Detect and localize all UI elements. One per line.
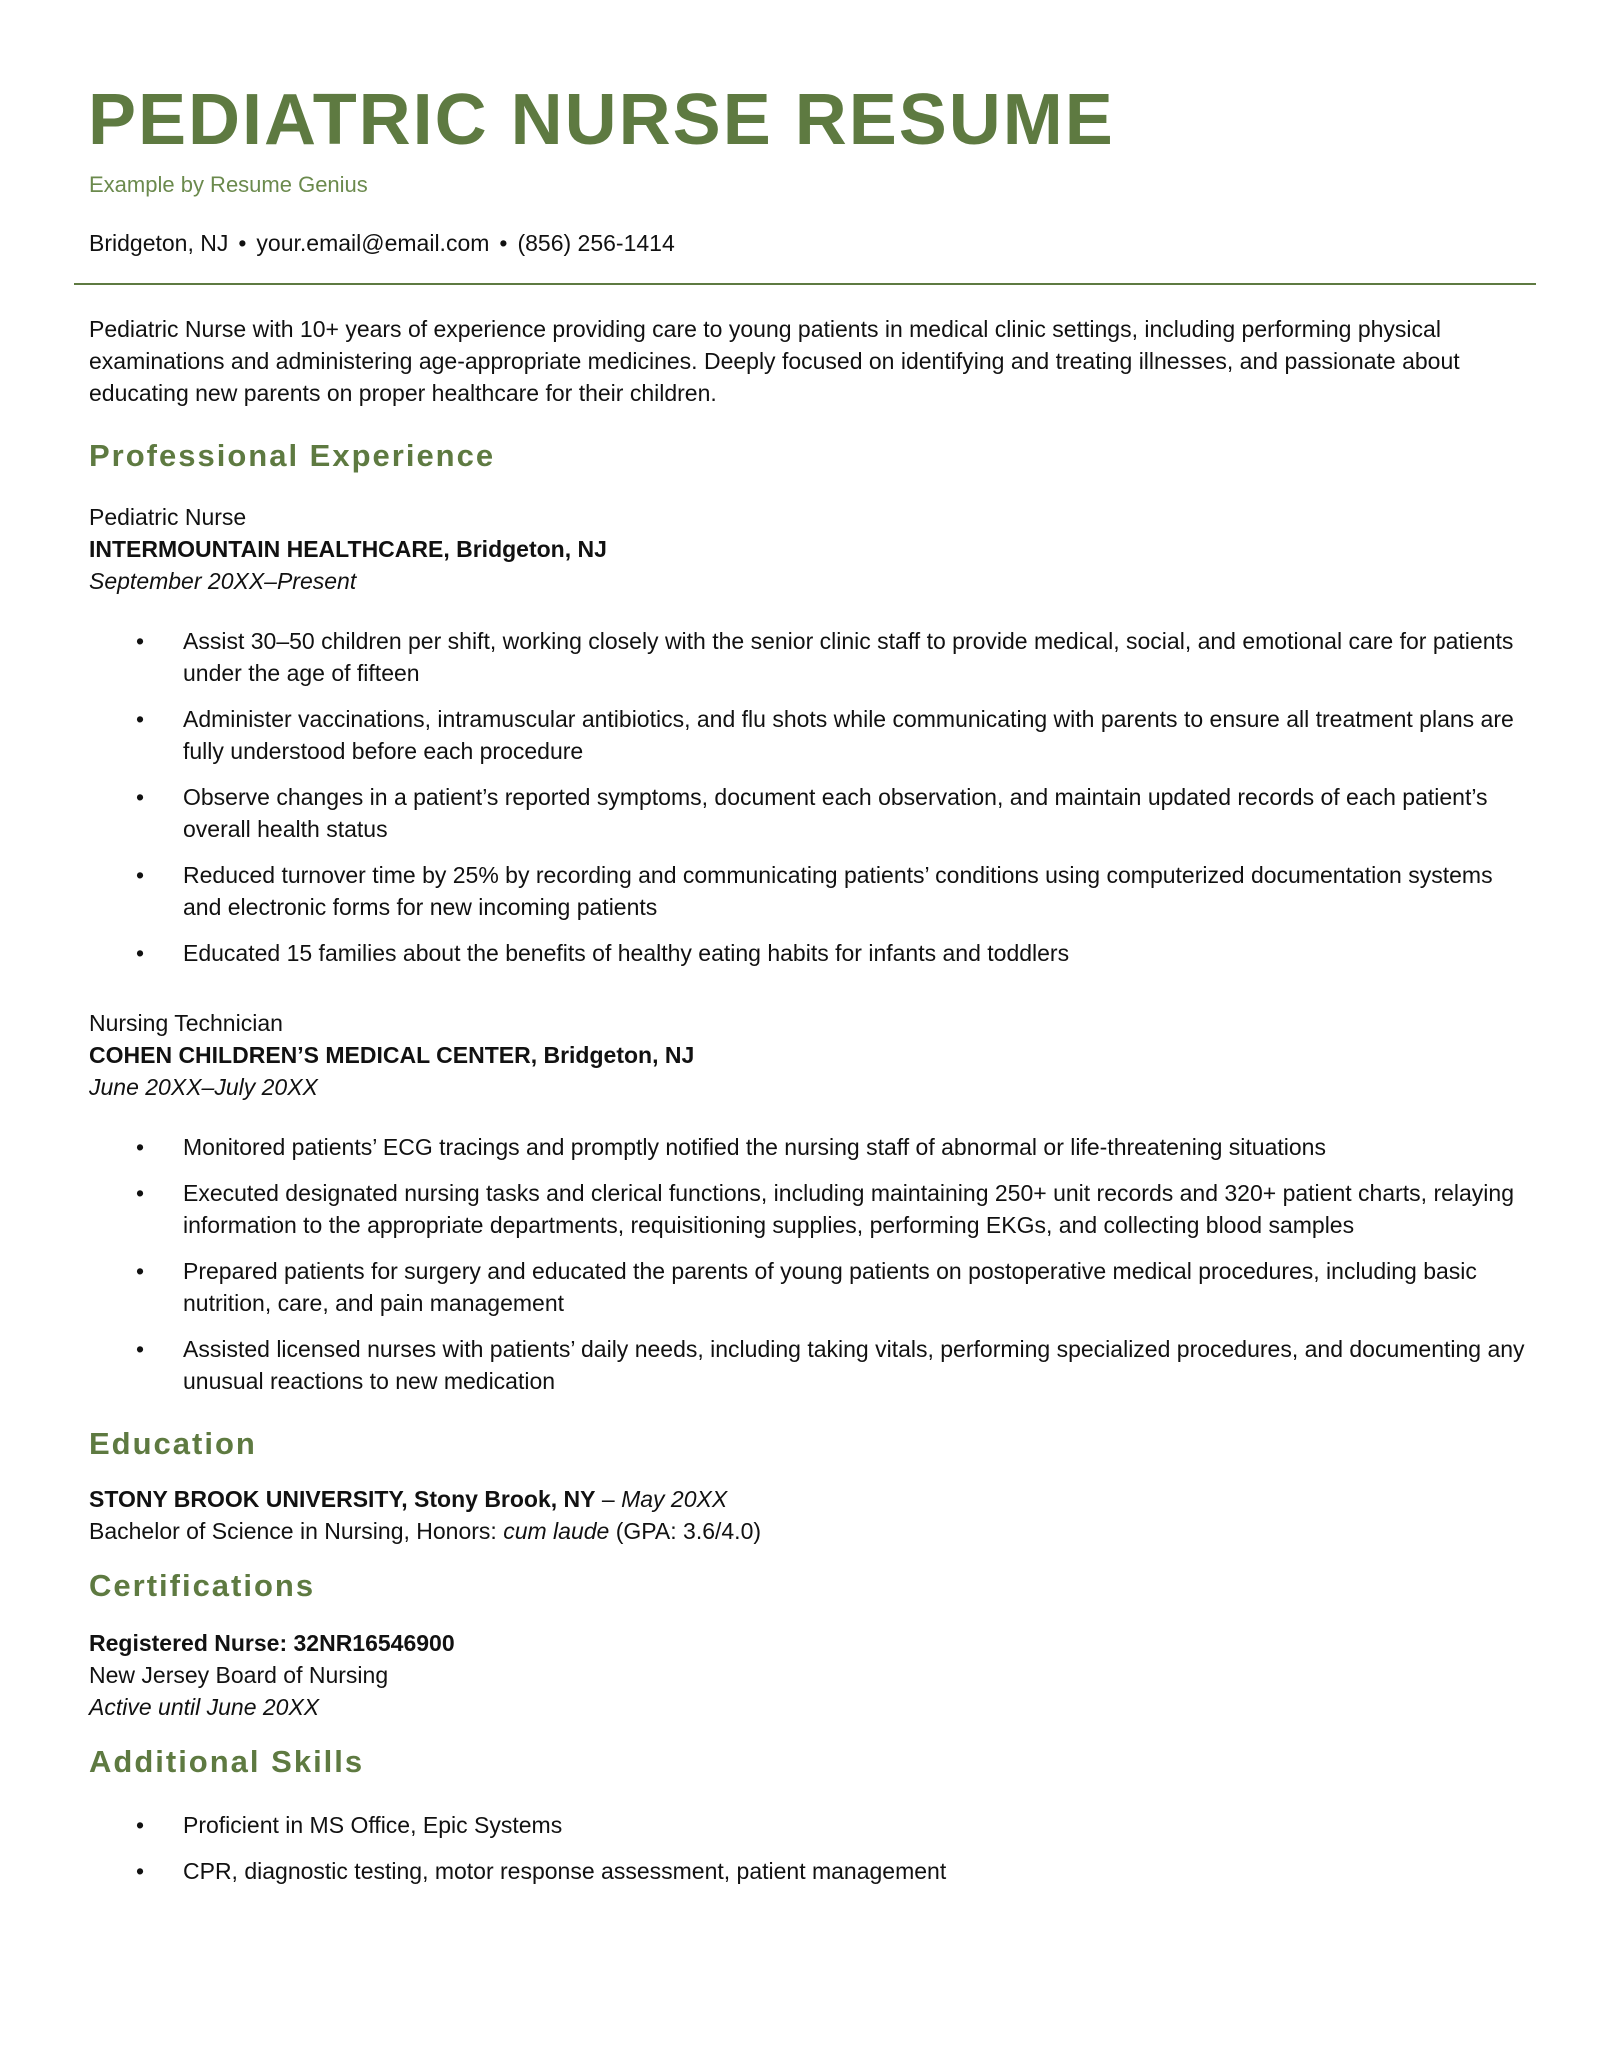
list-item (89, 1809, 1529, 1841)
education-date: May 20XX (621, 1486, 728, 1512)
list-item (89, 781, 1529, 845)
bullet-text: Observe changes in a patient’s reported symptoms, document each observation, and maintain updated records of each patient’s overall health status (183, 784, 1488, 842)
summary-paragraph: Pediatric Nurse with 10+ years of experience providing care to young patients in medical clinic settings, including performing physical examinations and administering age-appropriate medicines. Deeply focused on identifying and treating illnesses, and passionate about educating new parents on proper healthcare for their children. (89, 316, 1460, 406)
education-school-line (89, 1483, 1529, 1515)
certification-issuer: New Jersey Board of Nursing (89, 1662, 389, 1688)
bullet-text: Administer vaccinations, intramuscular antibiotics, and flu shots while communicating with parents to ensure all treatment plans are fully understood before each procedure (183, 706, 1514, 764)
bullet-text: Executed designated nursing tasks and clerical functions, including maintaining 250+ unit records and 320+ patient charts, relaying information to the appropriate departments, requisitioning supplies, performing EKGs, and collecting blood samples (183, 1180, 1514, 1238)
contact-separator: • (238, 230, 247, 256)
job-dates: September 20XX–Present (89, 568, 357, 594)
skill-text: CPR, diagnostic testing, motor response assessment, patient management (183, 1858, 947, 1884)
bullet-icon: • (136, 1180, 145, 1206)
resume-body (89, 313, 1529, 1901)
bullet-text: Educated 15 families about the benefits of healthy eating habits for infants and toddlers (183, 940, 1070, 966)
section-heading-skills: Additional Skills (89, 1744, 365, 1779)
contact-location: Bridgeton, NJ (89, 230, 229, 256)
job-bullet-list (89, 1131, 1529, 1397)
bullet-text: Reduced turnover time by 25% by recording and communicating patients’ conditions using computerized documentation systems and electronic forms for new incoming patients (183, 862, 1493, 920)
job-entry (89, 1007, 1529, 1397)
list-item (89, 1177, 1529, 1241)
education-degree-line (89, 1515, 1529, 1547)
job-title: Nursing Technician (89, 1010, 283, 1036)
skill-text: Proficient in MS Office, Epic Systems (183, 1812, 563, 1838)
header-divider (74, 283, 1536, 285)
list-item (89, 937, 1529, 969)
skills-list (89, 1809, 1529, 1887)
bullet-text: Assist 30–50 children per shift, working closely with the senior clinic staff to provide medical, social, and emotional care for patients under the age of fifteen (183, 628, 1514, 686)
contact-email: your.email@email.com (256, 230, 490, 256)
certification-entry (89, 1627, 1529, 1723)
bullet-icon: • (136, 706, 145, 732)
bullet-icon: • (136, 940, 145, 966)
bullet-icon: • (136, 784, 145, 810)
contact-line (89, 230, 675, 257)
education-dash: – (595, 1486, 622, 1512)
list-item (89, 1855, 1529, 1887)
certification-status: Active until June 20XX (89, 1694, 320, 1720)
list-item (89, 859, 1529, 923)
education-honors: cum laude (503, 1518, 610, 1544)
bullet-icon: • (136, 1258, 145, 1284)
section-heading-education: Education (89, 1426, 257, 1461)
bullet-text: Assisted licensed nurses with patients’ daily needs, including taking vitals, performing specialized procedures, and documenting any unusual reactions to new medication (183, 1336, 1525, 1394)
section-heading-certifications: Certifications (89, 1568, 316, 1603)
job-entry (89, 501, 1529, 969)
list-item (89, 1255, 1529, 1319)
bullet-icon: • (136, 1858, 145, 1884)
certification-name: Registered Nurse: 32NR16546900 (89, 1630, 455, 1656)
page-title: PEDIATRIC NURSE RESUME (88, 80, 1115, 160)
job-employer: COHEN CHILDREN’S MEDICAL CENTER, Bridgeton, NJ (89, 1042, 695, 1068)
contact-phone: (856) 256-1414 (517, 230, 675, 256)
bullet-icon: • (136, 1134, 145, 1160)
section-heading-experience: Professional Experience (89, 438, 496, 473)
list-item (89, 1333, 1529, 1397)
job-title: Pediatric Nurse (89, 504, 247, 530)
bullet-text: Prepared patients for surgery and educated the parents of young patients on postoperative medical procedures, including basic nutrition, care, and pain management (183, 1258, 1477, 1316)
bullet-icon: • (136, 1336, 145, 1362)
job-dates: June 20XX–July 20XX (89, 1074, 318, 1100)
page-subtitle: Example by Resume Genius (89, 172, 368, 197)
contact-separator: • (499, 230, 508, 256)
education-degree: Bachelor of Science in Nursing, Honors: (89, 1518, 504, 1544)
list-item (89, 625, 1529, 689)
bullet-text: Monitored patients’ ECG tracings and promptly notified the nursing staff of abnormal or life-threatening situations (183, 1134, 1326, 1160)
education-school: STONY BROOK UNIVERSITY, Stony Brook, NY (89, 1486, 596, 1512)
list-item (89, 703, 1529, 767)
job-bullet-list (89, 625, 1529, 969)
education-entry (89, 1483, 1529, 1547)
education-gpa: (GPA: 3.6/4.0) (609, 1518, 762, 1544)
bullet-icon: • (136, 628, 145, 654)
bullet-icon: • (136, 1812, 145, 1838)
job-employer: INTERMOUNTAIN HEALTHCARE, Bridgeton, NJ (89, 536, 607, 562)
list-item (89, 1131, 1529, 1163)
bullet-icon: • (136, 862, 145, 888)
